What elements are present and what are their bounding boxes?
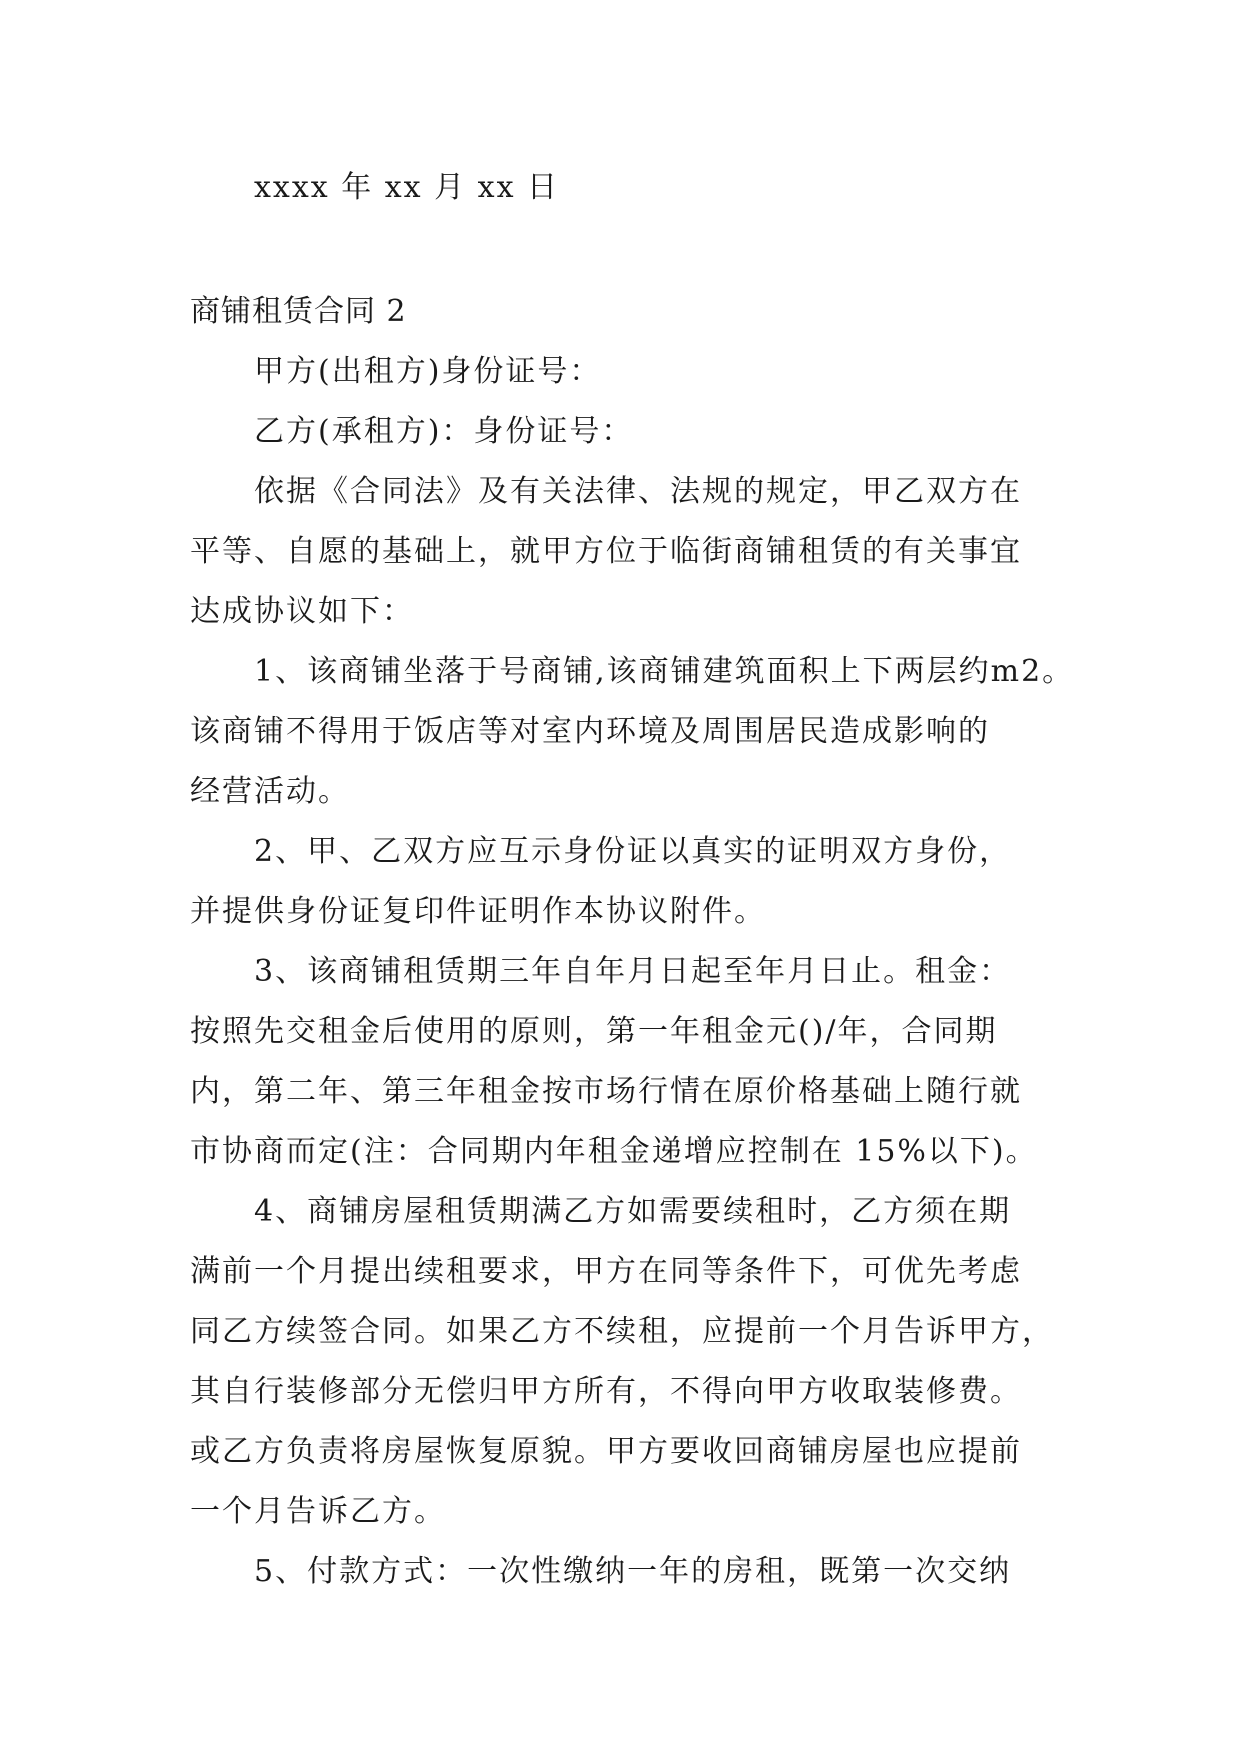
text-line: 2、甲、乙双方应互示身份证以真实的证明双方身份， — [254, 834, 1012, 869]
date-line: xxxx 年 xx 月 xx 日 — [254, 170, 560, 205]
text-line: 依据《合同法》及有关法律、法规的规定，甲乙双方在 — [254, 474, 1022, 509]
clause-4 — [190, 1182, 1054, 1542]
text-line: 平等、自愿的基础上，就甲方位于临街商铺租赁的有关事宜 — [190, 534, 1022, 569]
intro-paragraph — [190, 462, 1050, 642]
text-line: 或乙方负责将房屋恢复原貌。甲方要收回商铺房屋也应提前 — [190, 1434, 1022, 1469]
text-line: 达成协议如下： — [190, 594, 414, 629]
text-line: 按照先交租金后使用的原则，第一年租金元()/年，合同期 — [190, 1014, 998, 1049]
text-line: 该商铺不得用于饭店等对室内环境及周围居民造成影响的 — [190, 714, 990, 749]
clause-3 — [190, 942, 1050, 1182]
document-body — [190, 158, 1075, 1602]
contract-title: 商铺租赁合同 2 — [190, 294, 407, 329]
text-line: 同乙方续签合同。如果乙方不续租，应提前一个月告诉甲方， — [190, 1314, 1054, 1349]
text-line: 5、付款方式：一次性缴纳一年的房租，既第一次交纳 — [254, 1554, 1012, 1589]
text-line: 一个月告诉乙方。 — [190, 1494, 446, 1529]
text-line: 1、该商铺坐落于号商铺,该商铺建筑面积上下两层约m2。 — [254, 654, 1075, 689]
text-line: 并提供身份证复印件证明作本协议附件。 — [190, 894, 766, 929]
clause-1 — [190, 642, 1075, 822]
clause-2 — [190, 822, 1050, 942]
text-line: 3、该商铺租赁期三年自年月日起至年月日止。租金： — [254, 954, 1012, 989]
text-line: 4、商铺房屋租赁期满乙方如需要续租时，乙方须在期 — [254, 1194, 1012, 1229]
party-a-line: 甲方(出租方)身份证号： — [254, 354, 602, 389]
text-line: 满前一个月提出续租要求，甲方在同等条件下，可优先考虑 — [190, 1254, 1022, 1289]
text-line: 市协商而定(注：合同期内年租金递增应控制在 15%以下)。 — [190, 1134, 1038, 1169]
clause-5 — [190, 1542, 1050, 1602]
text-line: 经营活动。 — [190, 774, 350, 809]
party-b-line: 乙方(承租方)：身份证号： — [254, 414, 634, 449]
text-line: 其自行装修部分无偿归甲方所有，不得向甲方收取装修费。 — [190, 1374, 1022, 1409]
text-line: 内，第二年、第三年租金按市场行情在原价格基础上随行就 — [190, 1074, 1022, 1109]
